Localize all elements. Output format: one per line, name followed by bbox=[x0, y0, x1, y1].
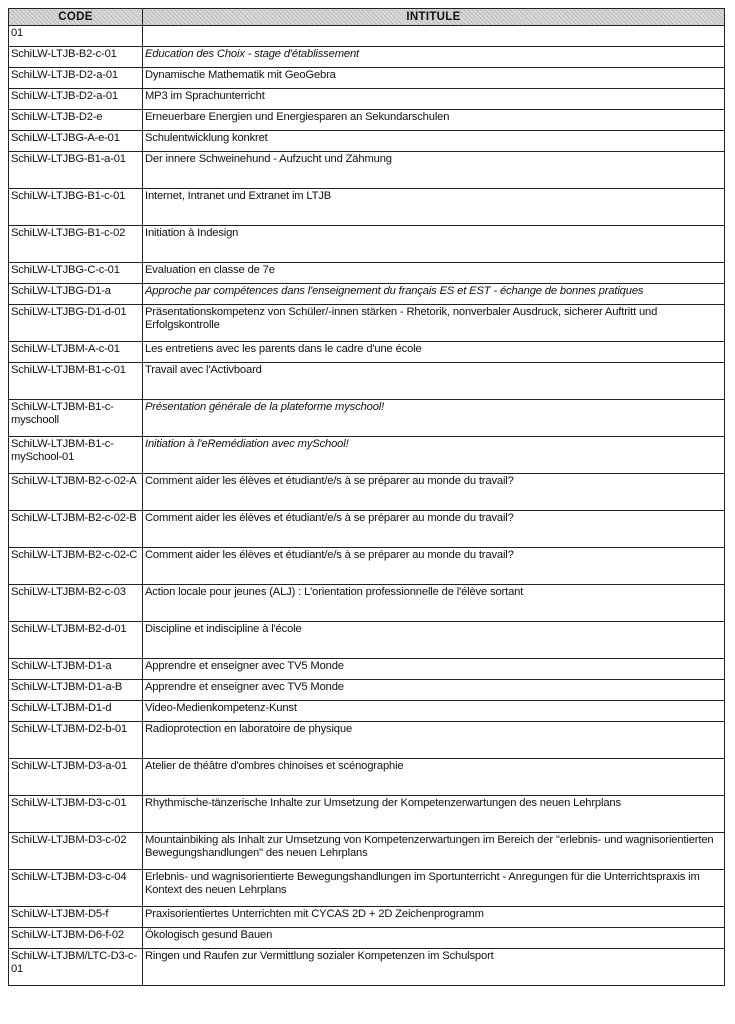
course-title-cell: Praxisorientiertes Unterrichten mit CYCAS 2D + 2D Zeichenprogramm bbox=[143, 907, 725, 928]
course-code-cell: SchiLW-LTJBM/LTC-D3-c-01 bbox=[9, 949, 143, 986]
course-table bbox=[8, 8, 725, 986]
table-row bbox=[9, 622, 725, 659]
course-code-cell: SchiLW-LTJBG-B1-c-01 bbox=[9, 189, 143, 226]
table-row bbox=[9, 585, 725, 622]
course-code-cell: SchiLW-LTJBG-C-c-01 bbox=[9, 263, 143, 284]
course-code-cell: SchiLW-LTJBM-D3-c-01 bbox=[9, 796, 143, 833]
header-code: CODE bbox=[9, 9, 143, 26]
course-title-cell: Education des Choix - stage d'établissement bbox=[143, 47, 725, 68]
table-body bbox=[9, 26, 725, 986]
course-title-cell: Présentation générale de la plateforme myschool! bbox=[143, 400, 725, 437]
course-title-cell: Atelier de théâtre d'ombres chinoises et scénographie bbox=[143, 759, 725, 796]
course-code-cell: SchiLW-LTJB-B2-c-01 bbox=[9, 47, 143, 68]
course-title-cell: Radioprotection en laboratoire de physique bbox=[143, 722, 725, 759]
course-title-cell: Initiation à Indesign bbox=[143, 226, 725, 263]
course-title-cell: Schulentwicklung konkret bbox=[143, 131, 725, 152]
table-row bbox=[9, 474, 725, 511]
course-code-cell: SchiLW-LTJB-D2-e bbox=[9, 110, 143, 131]
table-row bbox=[9, 89, 725, 110]
course-title-cell: Video-Medienkompetenz-Kunst bbox=[143, 701, 725, 722]
course-title-cell: Les entretiens avec les parents dans le cadre d'une école bbox=[143, 342, 725, 363]
course-code-cell: SchiLW-LTJBM-D6-f-02 bbox=[9, 928, 143, 949]
course-title-cell: Erneuerbare Energien und Energiesparen an Sekundarschulen bbox=[143, 110, 725, 131]
table-row bbox=[9, 305, 725, 342]
table-row bbox=[9, 949, 725, 986]
table-row bbox=[9, 907, 725, 928]
course-code-cell: SchiLW-LTJBM-D5-f bbox=[9, 907, 143, 928]
course-code-cell: SchiLW-LTJBM-D1-a bbox=[9, 659, 143, 680]
course-code-cell: SchiLW-LTJBM-B1-c-myschooll bbox=[9, 400, 143, 437]
table-row bbox=[9, 796, 725, 833]
course-code-cell: SchiLW-LTJBM-B1-c-01 bbox=[9, 363, 143, 400]
table-row bbox=[9, 26, 725, 47]
course-code-cell: SchiLW-LTJBG-A-e-01 bbox=[9, 131, 143, 152]
course-title-cell: Evaluation en classe de 7e bbox=[143, 263, 725, 284]
course-title-cell: Dynamische Mathematik mit GeoGebra bbox=[143, 68, 725, 89]
table-row bbox=[9, 400, 725, 437]
table-row bbox=[9, 342, 725, 363]
course-code-cell: SchiLW-LTJBM-A-c-01 bbox=[9, 342, 143, 363]
table-row bbox=[9, 833, 725, 870]
course-code-cell: SchiLW-LTJBM-B2-c-02-C bbox=[9, 548, 143, 585]
course-code-cell: SchiLW-LTJBG-B1-c-02 bbox=[9, 226, 143, 263]
course-title-cell: Comment aider les élèves et étudiant/e/s à se préparer au monde du travail? bbox=[143, 474, 725, 511]
table-row bbox=[9, 226, 725, 263]
table-row bbox=[9, 511, 725, 548]
table-row bbox=[9, 189, 725, 226]
course-code-cell: SchiLW-LTJBM-D1-a-B bbox=[9, 680, 143, 701]
course-title-cell: MP3 im Sprachunterricht bbox=[143, 89, 725, 110]
table-row bbox=[9, 284, 725, 305]
course-code-cell: SchiLW-LTJBM-B2-d-01 bbox=[9, 622, 143, 659]
course-title-cell: Comment aider les élèves et étudiant/e/s à se préparer au monde du travail? bbox=[143, 511, 725, 548]
course-code-cell: SchiLW-LTJBM-B1-c-mySchool-01 bbox=[9, 437, 143, 474]
course-code-cell: SchiLW-LTJB-D2-a-01 bbox=[9, 68, 143, 89]
table-row bbox=[9, 659, 725, 680]
course-code-cell: SchiLW-LTJBG-B1-a-01 bbox=[9, 152, 143, 189]
table-row bbox=[9, 548, 725, 585]
header-title: INTITULE bbox=[143, 9, 725, 26]
course-code-cell: SchiLW-LTJB-D2-a-01 bbox=[9, 89, 143, 110]
course-code-cell: 01 bbox=[9, 26, 143, 47]
table-row bbox=[9, 68, 725, 89]
table-row bbox=[9, 680, 725, 701]
table-row bbox=[9, 870, 725, 907]
course-code-cell: SchiLW-LTJBM-D2-b-01 bbox=[9, 722, 143, 759]
course-code-cell: SchiLW-LTJBM-D3-c-02 bbox=[9, 833, 143, 870]
table-row bbox=[9, 131, 725, 152]
course-code-cell: SchiLW-LTJBM-D3-c-04 bbox=[9, 870, 143, 907]
course-title-cell: Der innere Schweinehund - Aufzucht und Zähmung bbox=[143, 152, 725, 189]
course-code-cell: SchiLW-LTJBM-B2-c-03 bbox=[9, 585, 143, 622]
course-code-cell: SchiLW-LTJBG-D1-a bbox=[9, 284, 143, 305]
course-code-cell: SchiLW-LTJBM-B2-c-02-B bbox=[9, 511, 143, 548]
course-title-cell bbox=[143, 26, 725, 47]
course-code-cell: SchiLW-LTJBG-D1-d-01 bbox=[9, 305, 143, 342]
table-row bbox=[9, 110, 725, 131]
course-title-cell: Action locale pour jeunes (ALJ) : L'orientation professionnelle de l'élève sortant bbox=[143, 585, 725, 622]
course-title-cell: Internet, Intranet und Extranet im LTJB bbox=[143, 189, 725, 226]
table-row bbox=[9, 928, 725, 949]
course-code-cell: SchiLW-LTJBM-D1-d bbox=[9, 701, 143, 722]
table-row bbox=[9, 437, 725, 474]
course-title-cell: Apprendre et enseigner avec TV5 Monde bbox=[143, 680, 725, 701]
table-row bbox=[9, 263, 725, 284]
table-row bbox=[9, 701, 725, 722]
course-title-cell: Travail avec l'Activboard bbox=[143, 363, 725, 400]
table-row bbox=[9, 152, 725, 189]
table-row bbox=[9, 759, 725, 796]
course-title-cell: Apprendre et enseigner avec TV5 Monde bbox=[143, 659, 725, 680]
course-title-cell: Initiation à l'eRemédiation avec mySchool! bbox=[143, 437, 725, 474]
course-title-cell: Rhythmische-tänzerische Inhalte zur Umsetzung der Kompetenzerwartungen des neuen Lehrplans bbox=[143, 796, 725, 833]
course-code-cell: SchiLW-LTJBM-B2-c-02-A bbox=[9, 474, 143, 511]
course-code-cell: SchiLW-LTJBM-D3-a-01 bbox=[9, 759, 143, 796]
course-title-cell: Ökologisch gesund Bauen bbox=[143, 928, 725, 949]
course-title-cell: Comment aider les élèves et étudiant/e/s à se préparer au monde du travail? bbox=[143, 548, 725, 585]
course-title-cell: Discipline et indiscipline à l'école bbox=[143, 622, 725, 659]
table-row bbox=[9, 47, 725, 68]
course-title-cell: Ringen und Raufen zur Vermittlung sozialer Kompetenzen im Schulsport bbox=[143, 949, 725, 986]
table-row bbox=[9, 722, 725, 759]
header-row bbox=[9, 9, 725, 26]
table-row bbox=[9, 363, 725, 400]
course-title-cell: Erlebnis- und wagnisorientierte Bewegungshandlungen im Sportunterricht - Anregungen für die Unterrichtspraxis im Kontext des neuen Lehrplans bbox=[143, 870, 725, 907]
course-title-cell: Präsentationskompetenz von Schüler/-innen stärken - Rhetorik, nonverbaler Ausdruck, sicherer Auftritt und Erfolgskontrolle bbox=[143, 305, 725, 342]
course-title-cell: Mountainbiking als Inhalt zur Umsetzung von Kompetenzerwartungen im Bereich der "erlebnis- und wagnisorientierten Bewegungshandlungen" des neuen Lehrplans bbox=[143, 833, 725, 870]
course-title-cell: Approche par compétences dans l'enseignement du français ES et EST - échange de bonnes pratiques bbox=[143, 284, 725, 305]
